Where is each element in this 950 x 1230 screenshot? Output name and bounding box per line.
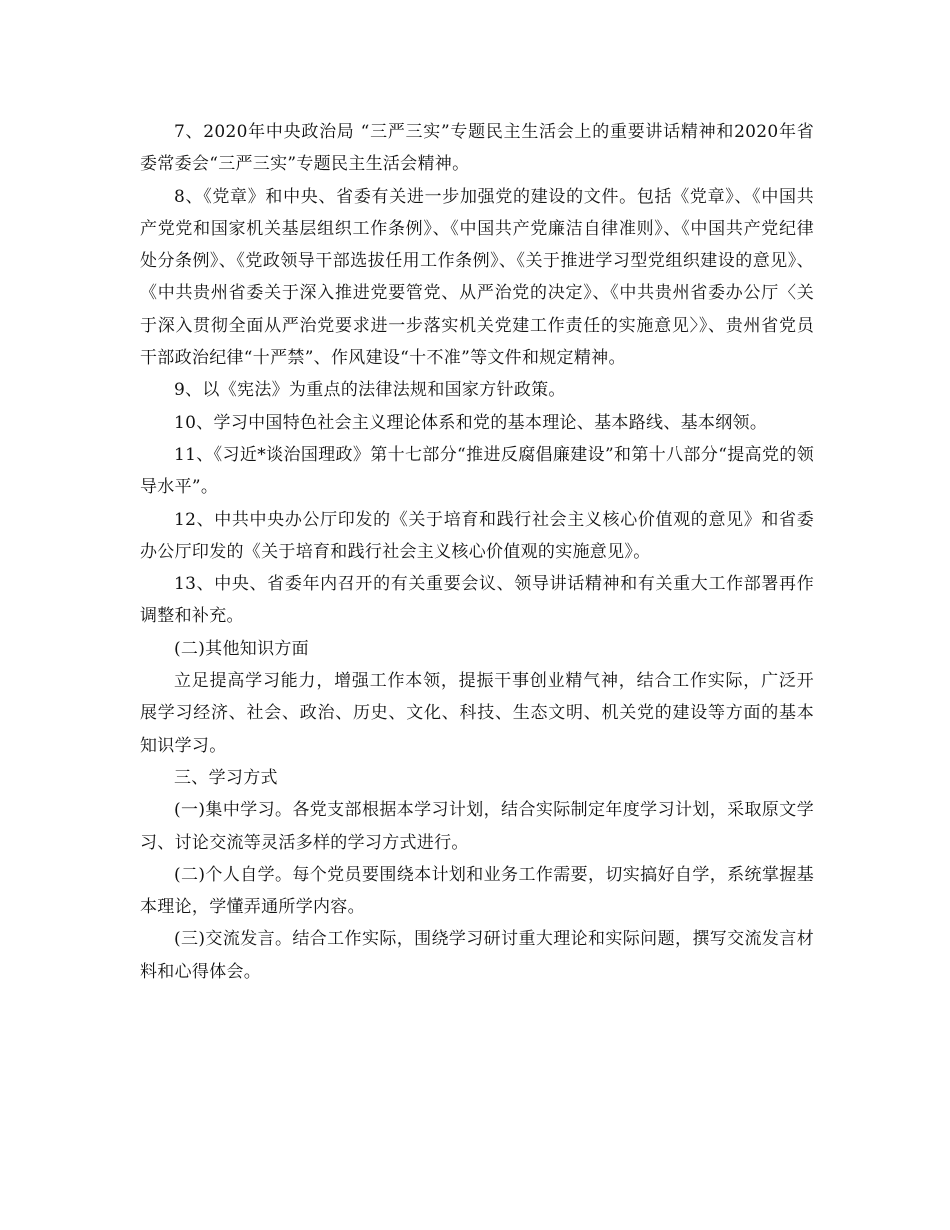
paragraph-item-11: 11、《习近*谈治国理政》第十七部分“推进反腐倡廉建设”和第十八部分“提高党的领导水平”。 <box>140 444 814 498</box>
paragraph-collective-study: (一)集中学习。各党支部根据本学习计划，结合实际制定年度学习计划，采取原文学习、讨论交流等灵活多样的学习方式进行。 <box>140 800 814 853</box>
paragraph-item-8: 8、《党章》和中央、省委有关进一步加强党的建设的文件。包括《党章》、《中国共产党党和国家机关基层组织工作条例》、《中国共产党廉洁自律准则》、《中国共产党纪律处分条例》、《党政领导干部选拔任用工作条例》、《关于推进学习型党组织建设的意见》、《中共贵州省委关于深入推进党要管党、从严治党的决定》、《中共贵州省委办公厅〈关于深入贯彻全面从严治党要求进一步落实机关党建工作责任的实施意见〉》、贵州省党员干部政治纪律“十严禁”、作风建设“十不准”等文件和规定精神。 <box>140 186 814 369</box>
section-heading-other-knowledge: (二)其他知识方面 <box>174 638 309 659</box>
paragraph-exchange-speech: (三)交流发言。结合工作实际，围绕学习研讨重大理论和实际问题，撰写交流发言材料和心得体会。 <box>140 929 814 982</box>
paragraph-other-knowledge: 立足提高学习能力，增强工作本领，提振干事创业精气神，结合工作实际，广泛开展学习经济、社会、政治、历史、文化、科技、生态文明、机关党的建设等方面的基本知识学习。 <box>140 671 814 756</box>
paragraph-item-12: 12、中共中央办公厅印发的《关于培育和践行社会主义核心价值观的意见》和省委办公厅印发的《关于培育和践行社会主义核心价值观的实施意见》。 <box>140 509 814 562</box>
paragraph-item-10: 10、学习中国特色社会主义理论体系和党的基本理论、基本路线、基本纲领。 <box>174 412 768 433</box>
paragraph-item-7: 7、2020年中央政治局 “三严三实”专题民主生活会上的重要讲话精神和2020年省委常委会“三严三实”专题民主生活会精神。 <box>140 122 814 175</box>
section-heading-study-methods: 三、学习方式 <box>174 767 278 788</box>
paragraph-self-study: (二)个人自学。每个党员要围绕本计划和业务工作需要，切实搞好自学，系统掌握基本理论，学懂弄通所学内容。 <box>140 864 814 918</box>
paragraph-item-13: 13、中央、省委年内召开的有关重要会议、领导讲话精神和有关重大工作部署再作调整和补充。 <box>140 574 814 627</box>
paragraph-item-9: 9、以《宪法》为重点的法律法规和国家方针政策。 <box>174 380 566 401</box>
